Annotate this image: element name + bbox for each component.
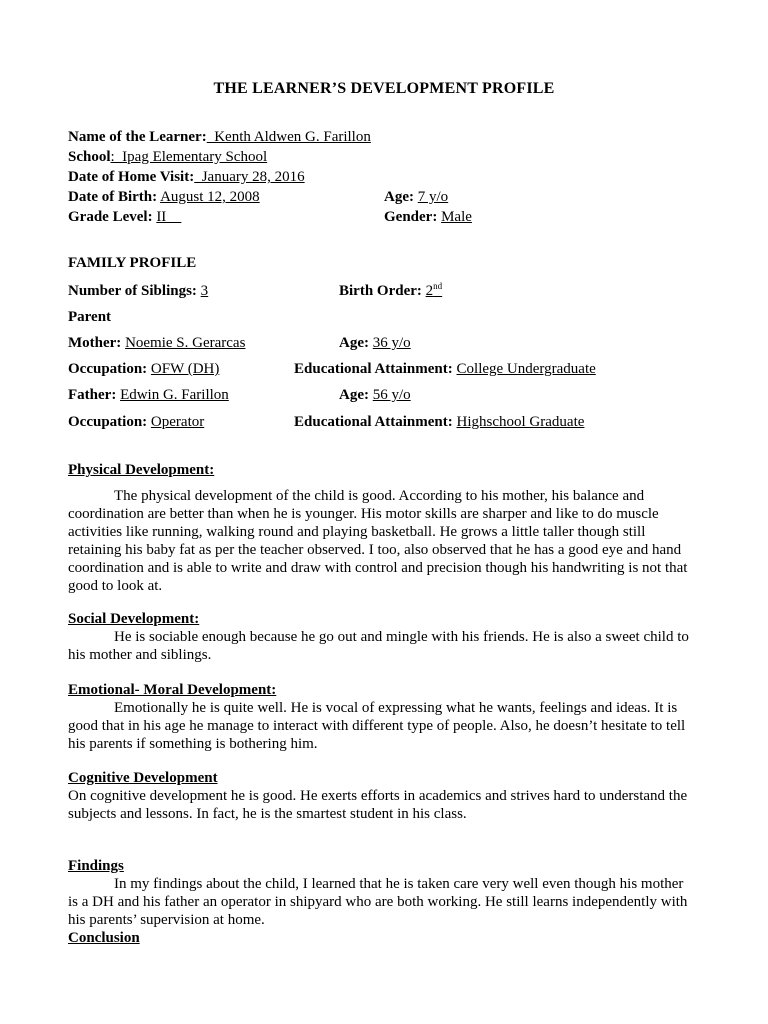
dob-value: August 12, 2008 bbox=[160, 189, 260, 205]
father-value: Edwin G. Farillon bbox=[120, 387, 229, 403]
mother-education-value: College Undergraduate bbox=[456, 361, 596, 377]
birth-order-label: Birth Order: bbox=[339, 283, 422, 299]
father-label: Father: bbox=[68, 387, 117, 403]
emotional-development-body: Emotionally he is quite well. He is vocal of expressing what he wants, feelings and ideas. It is good that in his age he manage to interact with different type of people. Also, he doesn’t hesitate to tell his parents if something is bothering him. bbox=[68, 700, 686, 752]
home-visit-row bbox=[68, 168, 305, 186]
father-occupation-label: Occupation: bbox=[68, 414, 148, 430]
dob-label: Date of Birth: bbox=[68, 189, 158, 205]
social-development-text bbox=[68, 628, 690, 664]
mother-occupation-label: Occupation: bbox=[68, 361, 148, 377]
father-age-label: Age: bbox=[339, 387, 369, 403]
family-profile-heading: FAMILY PROFILE bbox=[68, 255, 197, 271]
school-label: School bbox=[68, 149, 111, 165]
learner-name-label: Name of the Learner: bbox=[68, 129, 207, 145]
birth-order-row bbox=[339, 282, 442, 300]
father-education-value: Highschool Graduate bbox=[456, 414, 585, 430]
grade-label: Grade Level: bbox=[68, 209, 153, 225]
gender-value: Male bbox=[441, 209, 472, 225]
physical-development-body: The physical development of the child is good. According to his mother, his balance and coordination are better than when he is younger. His motor skills are sharper and like to do muscle activities like running, walking round and playing basketball. He grows a little taller though still retaining his baby fat as per the teacher observed. I too, also observed that he has a good eye and hand coordination and is able to write and draw with control and precision though his handwriting is not that good to look at. bbox=[68, 488, 688, 594]
social-development-body: He is sociable enough because he go out and mingle with his friends. He is also a sweet child to his mother and siblings. bbox=[68, 629, 689, 663]
birth-order-value bbox=[426, 283, 443, 299]
mother-row bbox=[68, 334, 245, 352]
mother-age-value: 36 y/o bbox=[372, 335, 411, 351]
learner-name-row bbox=[68, 128, 371, 146]
mother-value: Noemie S. Gerarcas bbox=[125, 335, 246, 351]
findings-text bbox=[68, 875, 690, 929]
birth-order-number: 2 bbox=[425, 283, 434, 299]
home-visit-value: January 28, 2016 bbox=[194, 169, 305, 185]
emotional-development-heading: Emotional- Moral Development: bbox=[68, 682, 277, 698]
mother-education-label: Educational Attainment: bbox=[294, 361, 453, 377]
age-row bbox=[384, 188, 448, 206]
cognitive-development-heading: Cognitive Development bbox=[68, 770, 218, 786]
father-age-value: 56 y/o bbox=[372, 387, 411, 403]
mother-age-row bbox=[339, 334, 411, 352]
physical-development-text bbox=[68, 487, 690, 595]
age-label: Age: bbox=[384, 189, 414, 205]
physical-development-heading: Physical Development: bbox=[68, 462, 215, 478]
school-value: : Ipag Elementary School bbox=[110, 149, 268, 165]
findings-body: In my findings about the child, I learned that he is taken care very well even though his mother is a DH and his father an operator in shipyard who are both working. He still learns independently with his parents’ supervision at home. bbox=[68, 876, 688, 928]
mother-education-row bbox=[294, 360, 596, 378]
emotional-development-text bbox=[68, 699, 690, 753]
father-age-row bbox=[339, 386, 411, 404]
gender-label: Gender: bbox=[384, 209, 438, 225]
age-value: 7 y/o bbox=[417, 189, 449, 205]
mother-label: Mother: bbox=[68, 335, 122, 351]
mother-occupation-row bbox=[68, 360, 219, 378]
home-visit-label: Date of Home Visit: bbox=[68, 169, 195, 185]
findings-heading: Findings bbox=[68, 858, 124, 874]
father-occupation-row bbox=[68, 413, 204, 431]
dob-row bbox=[68, 188, 260, 206]
grade-row bbox=[68, 208, 181, 226]
mother-age-label: Age: bbox=[339, 335, 369, 351]
siblings-value: 3 bbox=[200, 283, 209, 299]
gender-row bbox=[384, 208, 472, 226]
mother-occupation-value: OFW (DH) bbox=[150, 361, 220, 377]
father-row bbox=[68, 386, 229, 404]
learner-name-value: Kenth Aldwen G. Farillon bbox=[206, 129, 371, 145]
siblings-row bbox=[68, 282, 208, 300]
school-row bbox=[68, 148, 267, 166]
document-title: THE LEARNER’S DEVELOPMENT PROFILE bbox=[213, 80, 555, 97]
grade-value: II bbox=[156, 209, 182, 225]
birth-order-suffix: nd bbox=[433, 281, 443, 291]
cognitive-development-text: On cognitive development he is good. He exerts efforts in academics and strives hard to understand the subjects and lessons. In fact, he is the smartest student in his class. bbox=[68, 788, 688, 822]
siblings-label: Number of Siblings: bbox=[68, 283, 197, 299]
conclusion-heading: Conclusion bbox=[68, 930, 140, 946]
social-development-heading: Social Development: bbox=[68, 611, 200, 627]
father-education-row bbox=[294, 413, 584, 431]
parent-heading: Parent bbox=[68, 309, 112, 325]
father-occupation-value: Operator bbox=[150, 414, 205, 430]
father-education-label: Educational Attainment: bbox=[294, 414, 453, 430]
